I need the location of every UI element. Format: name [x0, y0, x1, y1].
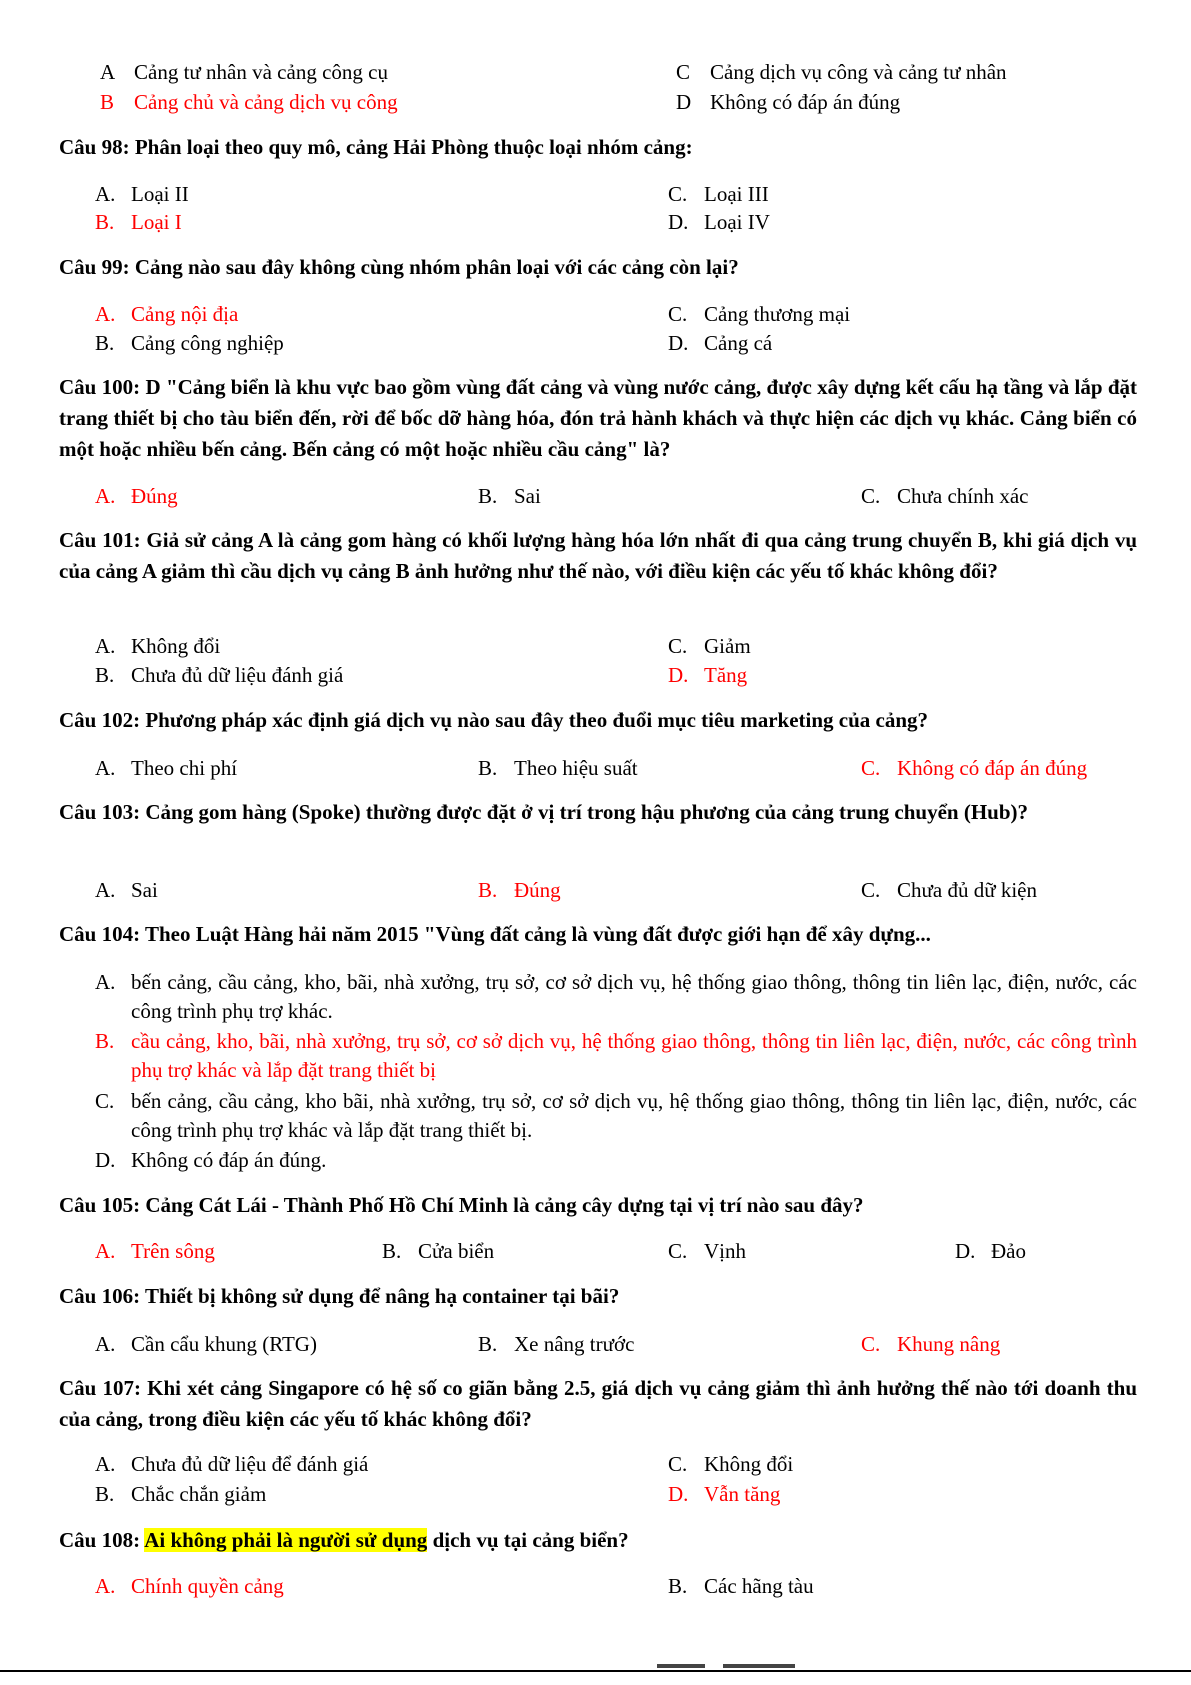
q106-option-b: B. Xe nâng trước	[478, 1332, 635, 1356]
question-104: Câu 104: Theo Luật Hàng hải năm 2015 "Vùng đất cảng là vùng đất được giới hạn để xây dựng...	[59, 922, 931, 946]
q104-option-d: D. Không có đáp án đúng.	[95, 1148, 327, 1172]
q101-option-d: D. Tăng	[668, 663, 748, 687]
q97-option-b: B Cảng chủ và cảng dịch vụ công	[100, 90, 398, 114]
question-100: Câu 100: D "Cảng biển là khu vực bao gồm vùng đất cảng và vùng nước cảng, được xây dựng kết cấu hạ tầng và lắp đặt trang thiết bị cho tàu biển đến, rời để bốc dỡ hàng hóa, đón trả hành khách và thực hiện các dịch vụ khác. Cảng biển có một hoặc nhiều bến cảng. Bến cảng có một hoặc nhiều cầu cảng" là?	[59, 375, 1138, 461]
question-103: Câu 103: Cảng gom hàng (Spoke) thường được đặt ở vị trí trong hậu phương của cảng trung chuyển (Hub)?	[59, 800, 1028, 824]
q100-option-c: C. Chưa chính xác	[861, 484, 1029, 508]
q101-option-c: C. Giảm	[668, 634, 751, 658]
q99-option-a: A. Cảng nội địa	[95, 302, 239, 326]
q103-option-c: C. Chưa đủ dữ kiện	[861, 878, 1037, 902]
q99-option-d: D. Cảng cá	[668, 331, 773, 355]
q101-option-b: B. Chưa đủ dữ liệu đánh giá	[95, 663, 344, 687]
q107-option-d: D. Vẫn tăng	[668, 1482, 781, 1506]
q105-option-d: D. Đảo	[955, 1239, 1026, 1263]
q97-option-d: D Không có đáp án đúng	[676, 90, 901, 114]
q98-option-c: C. Loại III	[668, 182, 769, 206]
question-107: Câu 107: Khi xét cảng Singapore có hệ số co giãn bằng 2.5, giá dịch vụ cảng giảm thì ảnh hưởng thế nào tới doanh thu của cảng, trong điều kiện các yếu tố khác không đổi?	[59, 1376, 1138, 1431]
question-108: Câu 108: Ai không phải là người sử dụng dịch vụ tại cảng biển?	[59, 1528, 629, 1552]
q106-option-a: A. Cần cẩu khung (RTG)	[95, 1332, 317, 1356]
q108-option-b: B. Các hãng tàu	[668, 1574, 814, 1598]
footer-decoration	[657, 1664, 705, 1668]
highlighted-text: Ai không phải là người sử dụng	[144, 1528, 428, 1552]
q107-option-b: B. Chắc chắn giảm	[95, 1482, 267, 1506]
q99-option-c: C. Cảng thương mại	[668, 302, 851, 326]
question-105: Câu 105: Cảng Cát Lái - Thành Phố Hồ Chí Minh là cảng cây dựng tại vị trí nào sau đây?	[59, 1193, 864, 1217]
q102-option-a: A. Theo chi phí	[95, 756, 238, 780]
footer-decoration	[723, 1664, 795, 1668]
q107-option-c: C. Không đổi	[668, 1452, 794, 1476]
question-98: Câu 98: Phân loại theo quy mô, cảng Hải Phòng thuộc loại nhóm cảng:	[59, 135, 693, 159]
q101-option-a: A. Không đổi	[95, 634, 221, 658]
q106-option-c: C. Khung nâng	[861, 1332, 1001, 1356]
q104-option-c: C. bến cảng, cầu cảng, kho bãi, nhà xưởng, trụ sở, cơ sở dịch vụ, hệ thống giao thông, thông tin liên lạc, điện, nước, các công trình phụ trợ khác và lắp đặt trang thiết bị.	[95, 1089, 1137, 1142]
question-106: Câu 106: Thiết bị không sử dụng để nâng hạ container tại bãi?	[59, 1284, 620, 1308]
q105-option-a: A. Trên sông	[95, 1239, 215, 1263]
q108-option-a: A. Chính quyền cảng	[95, 1574, 284, 1598]
q103-option-b: B. Đúng	[478, 878, 561, 902]
q103-option-a: A. Sai	[95, 878, 158, 902]
q102-option-b: B. Theo hiệu suất	[478, 756, 638, 780]
q102-option-c: C. Không có đáp án đúng	[861, 756, 1088, 780]
q100-option-a: A. Đúng	[95, 484, 178, 508]
question-102: Câu 102: Phương pháp xác định giá dịch vụ nào sau đây theo đuổi mục tiêu marketing của cảng?	[59, 708, 929, 732]
q98-option-d: D. Loại IV	[668, 210, 770, 234]
question-101: Câu 101: Giả sử cảng A là cảng gom hàng có khối lượng hàng hóa lớn nhất đi qua cảng trung chuyển B, khi giá dịch vụ của cảng A giảm thì cầu dịch vụ cảng B ảnh hưởng như thế nào, với điều kiện các yếu tố khác không đổi?	[59, 528, 1138, 583]
footer-divider	[0, 1670, 1191, 1672]
q98-option-b: B. Loại I	[95, 210, 182, 234]
q105-option-b: B. Cửa biển	[382, 1239, 495, 1263]
q99-option-b: B. Cảng công nghiệp	[95, 331, 284, 355]
q104-option-a: A. bến cảng, cầu cảng, kho, bãi, nhà xưởng, trụ sở, cơ sở dịch vụ, hệ thống giao thông, thông tin liên lạc, điện, nước, các công trình phụ trợ khác.	[95, 970, 1137, 1023]
q97-option-a: A Cảng tư nhân và cảng công cụ	[100, 60, 388, 84]
q104-option-b: B. cầu cảng, kho, bãi, nhà xưởng, trụ sở, cơ sở dịch vụ, hệ thống giao thông, thông tin liên lạc, điện, nước, các công trình phụ trợ khác và lắp đặt trang thiết bị	[95, 1029, 1137, 1082]
q100-option-b: B. Sai	[478, 484, 541, 508]
q98-option-a: A. Loại II	[95, 182, 189, 206]
q97-option-c: C Cảng dịch vụ công và cảng tư nhân	[676, 60, 1007, 84]
q107-option-a: A. Chưa đủ dữ liệu để đánh giá	[95, 1452, 369, 1476]
question-99: Câu 99: Cảng nào sau đây không cùng nhóm phân loại với các cảng còn lại?	[59, 255, 739, 279]
q105-option-c: C. Vịnh	[668, 1239, 746, 1263]
